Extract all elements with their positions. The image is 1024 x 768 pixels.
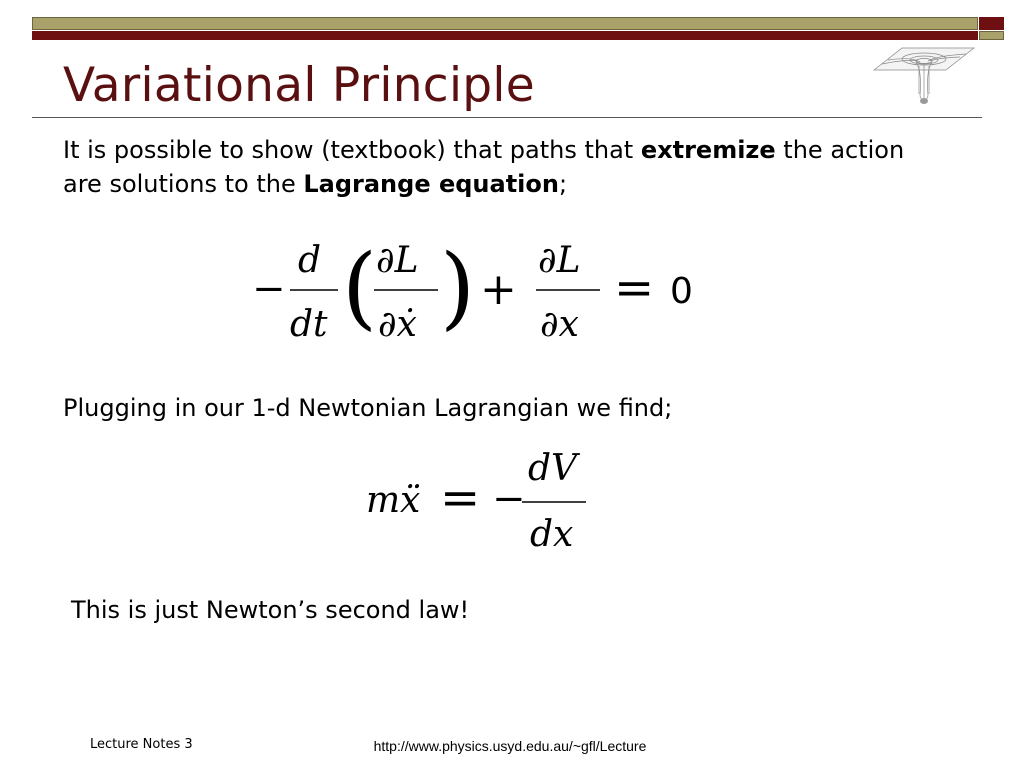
header-bar-olive — [32, 17, 978, 30]
p1-bold-lagrange: Lagrange equation — [303, 170, 559, 198]
eq2-xddot: ẍ — [400, 480, 421, 521]
footer-url: http://www.physics.usyd.edu.au/~gfl/Lecture — [373, 738, 647, 754]
paragraph-plugging: Plugging in our 1-d Newtonian Lagrangian we find; — [63, 394, 673, 422]
eq1-partial-x: ∂x — [540, 304, 579, 345]
p1-bold-extremize: extremize — [640, 136, 776, 164]
eq1-zero: 0 — [670, 271, 693, 312]
header-bar-red — [32, 31, 978, 40]
paragraph-lagrange — [63, 133, 943, 201]
eq1-d: d — [298, 240, 322, 281]
eq1-partial-xdot: ∂ẋ — [378, 304, 417, 345]
p1-text-1: It is possible to show (textbook) that paths that — [63, 136, 641, 164]
p1-text-3: ; — [558, 170, 568, 198]
lagrange-equation — [250, 232, 720, 352]
header-square-olive — [979, 31, 1004, 40]
slide-title: Variational Principle — [63, 58, 536, 113]
newton-equation — [360, 450, 600, 560]
eq2-dV: dV — [528, 450, 578, 489]
eq2-m: m — [366, 480, 401, 521]
eq1-minus: − — [252, 266, 286, 312]
header-square-red — [979, 17, 1004, 30]
paragraph-newton: This is just Newton’s second law! — [71, 596, 470, 624]
p1-text-2: the action are solutions to the — [63, 136, 905, 198]
eq1-dt: dt — [290, 304, 328, 345]
title-divider — [32, 117, 982, 118]
eq1-partial-L: ∂L — [376, 240, 419, 281]
eq1-plus: + — [480, 264, 517, 315]
eq2-minus: − — [492, 476, 526, 522]
svg-text:): ) — [440, 235, 476, 340]
spacetime-funnel-icon — [872, 46, 976, 108]
svg-text:(: ( — [342, 235, 378, 340]
eq1-partial-L-2: ∂L — [538, 240, 581, 281]
eq2-dx: dx — [530, 514, 574, 555]
eq2-equals: = — [440, 470, 481, 526]
footer-lecture-notes: Lecture Notes 3 — [90, 737, 193, 752]
eq1-equals: = — [614, 260, 655, 316]
